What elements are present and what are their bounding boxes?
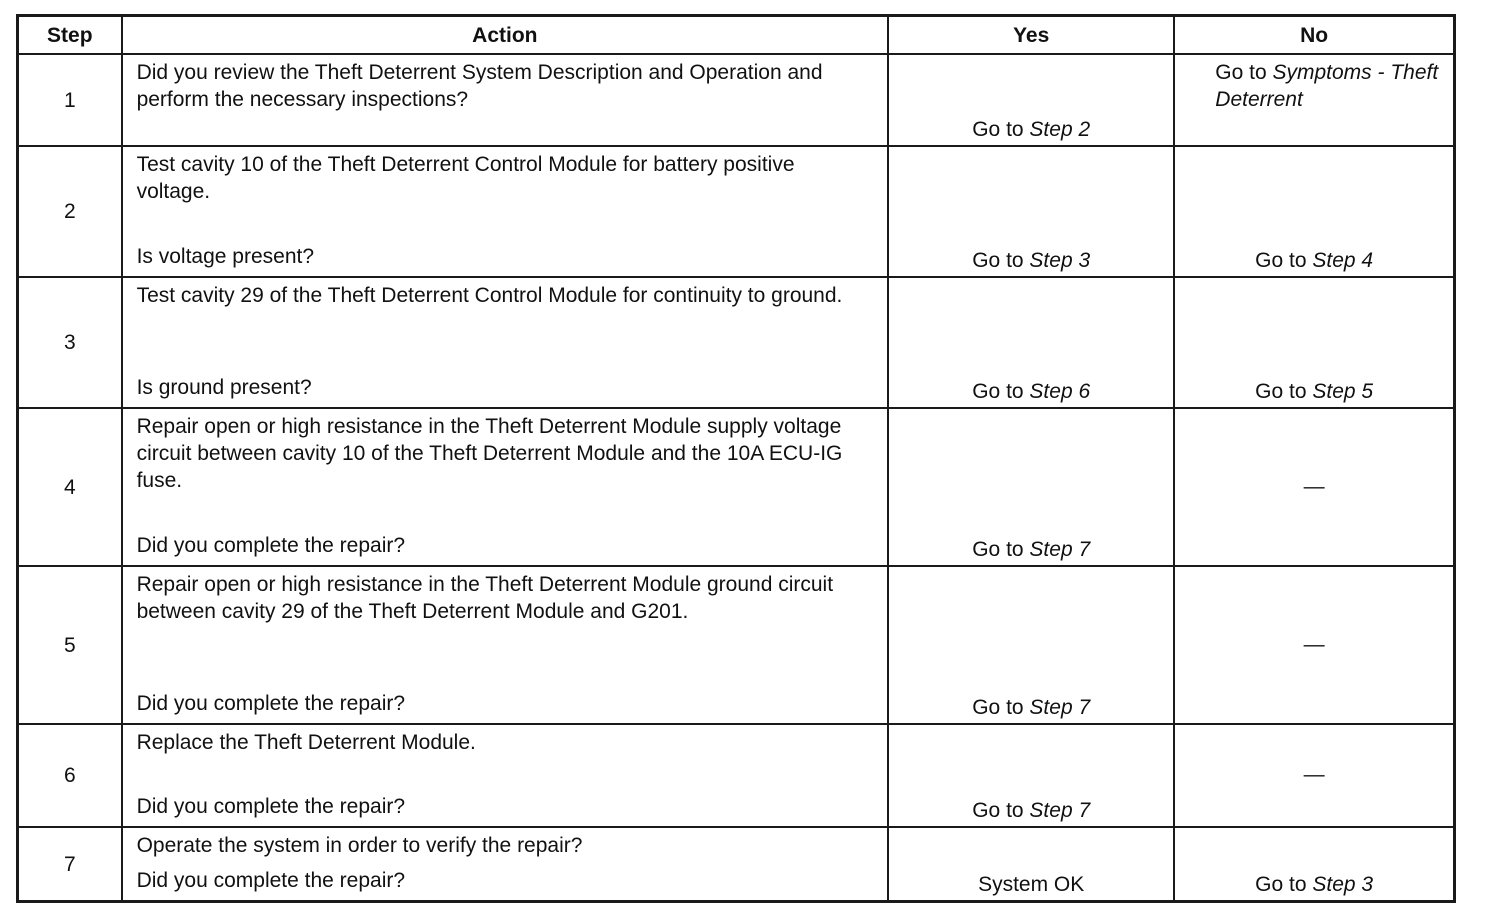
- yes-cell: [888, 566, 1174, 724]
- action-text: Operate the system in order to verify the repair?: [136, 834, 583, 857]
- no-step-ref: Step 4: [1312, 249, 1374, 272]
- no-step-ref: Symptoms - Theft Deterrent: [1215, 61, 1439, 111]
- action-question: Did you complete the repair?: [136, 534, 406, 557]
- step-number: 5: [18, 566, 122, 724]
- no-cell: [1174, 146, 1454, 277]
- action-cell: [122, 146, 889, 277]
- action-text: Repair open or high resistance in the Theft Deterrent Module ground circuit between cavity 29 of the Theft Deterrent Module and G201.: [136, 573, 834, 623]
- yes-cell: [888, 408, 1174, 566]
- action-question: Did you complete the repair?: [136, 795, 406, 818]
- header-yes: Yes: [888, 16, 1174, 55]
- step-number: 1: [18, 54, 122, 146]
- action-cell: [122, 724, 889, 827]
- action-cell: [122, 54, 889, 146]
- yes-prefix: Go to: [972, 696, 1030, 719]
- header-step: Step: [18, 16, 122, 55]
- step-number: 2: [18, 146, 122, 277]
- yes-prefix: Go to: [972, 118, 1030, 141]
- yes-cell: [888, 146, 1174, 277]
- table-row: [18, 724, 1455, 827]
- action-question: Is ground present?: [136, 376, 312, 399]
- action-text: Did you review the Theft Deterrent System Description and Operation and perform the necessary inspections?: [136, 61, 823, 111]
- yes-step-ref: Step 6: [1029, 380, 1091, 403]
- yes-prefix: Go to: [972, 249, 1030, 272]
- action-text: Repair open or high resistance in the Theft Deterrent Module supply voltage circuit between cavity 10 of the Theft Deterrent Module and the 10A ECU-IG fuse.: [136, 415, 843, 492]
- no-cell: —: [1174, 408, 1454, 566]
- step-number: 4: [18, 408, 122, 566]
- no-step-ref: Step 5: [1312, 380, 1374, 403]
- table-row: [18, 408, 1455, 566]
- yes-prefix: Go to: [972, 799, 1030, 822]
- yes-step-ref: Step 7: [1029, 538, 1091, 561]
- action-text: Test cavity 10 of the Theft Deterrent Control Module for battery positive voltage.: [136, 153, 795, 203]
- header-no: No: [1174, 16, 1454, 55]
- no-cell: [1174, 54, 1454, 146]
- table-row: [18, 277, 1455, 408]
- yes-cell: [888, 54, 1174, 146]
- action-cell: [122, 827, 889, 902]
- no-prefix: Go to: [1255, 873, 1313, 896]
- action-cell: [122, 566, 889, 724]
- table-row: [18, 827, 1455, 902]
- no-prefix: Go to: [1215, 61, 1273, 84]
- action-cell: [122, 408, 889, 566]
- no-prefix: Go to: [1255, 380, 1313, 403]
- action-question: Did you complete the repair?: [136, 692, 406, 715]
- yes-prefix: Go to: [972, 538, 1030, 561]
- yes-cell: System OK: [888, 827, 1174, 902]
- yes-cell: [888, 277, 1174, 408]
- action-text: Replace the Theft Deterrent Module.: [136, 731, 476, 754]
- yes-step-ref: Step 2: [1029, 118, 1091, 141]
- header-action: Action: [122, 16, 889, 55]
- table-row: [18, 566, 1455, 724]
- diagnostic-table: [16, 14, 1456, 903]
- yes-step-ref: Step 7: [1029, 696, 1091, 719]
- yes-cell: [888, 724, 1174, 827]
- step-number: 3: [18, 277, 122, 408]
- yes-step-ref: Step 3: [1029, 249, 1091, 272]
- no-step-ref: Step 3: [1312, 873, 1374, 896]
- step-number: 6: [18, 724, 122, 827]
- no-cell: [1174, 277, 1454, 408]
- table-row: [18, 146, 1455, 277]
- action-question: Is voltage present?: [136, 245, 315, 268]
- yes-step-ref: Step 7: [1029, 799, 1091, 822]
- table-row: [18, 54, 1455, 146]
- yes-prefix: Go to: [972, 380, 1030, 403]
- action-cell: [122, 277, 889, 408]
- action-text: Test cavity 29 of the Theft Deterrent Control Module for continuity to ground.: [136, 284, 843, 307]
- no-cell: —: [1174, 566, 1454, 724]
- action-question: Did you complete the repair?: [136, 869, 406, 892]
- no-cell: [1174, 827, 1454, 902]
- step-number: 7: [18, 827, 122, 902]
- header-row: [18, 16, 1455, 55]
- no-prefix: Go to: [1255, 249, 1313, 272]
- no-cell: —: [1174, 724, 1454, 827]
